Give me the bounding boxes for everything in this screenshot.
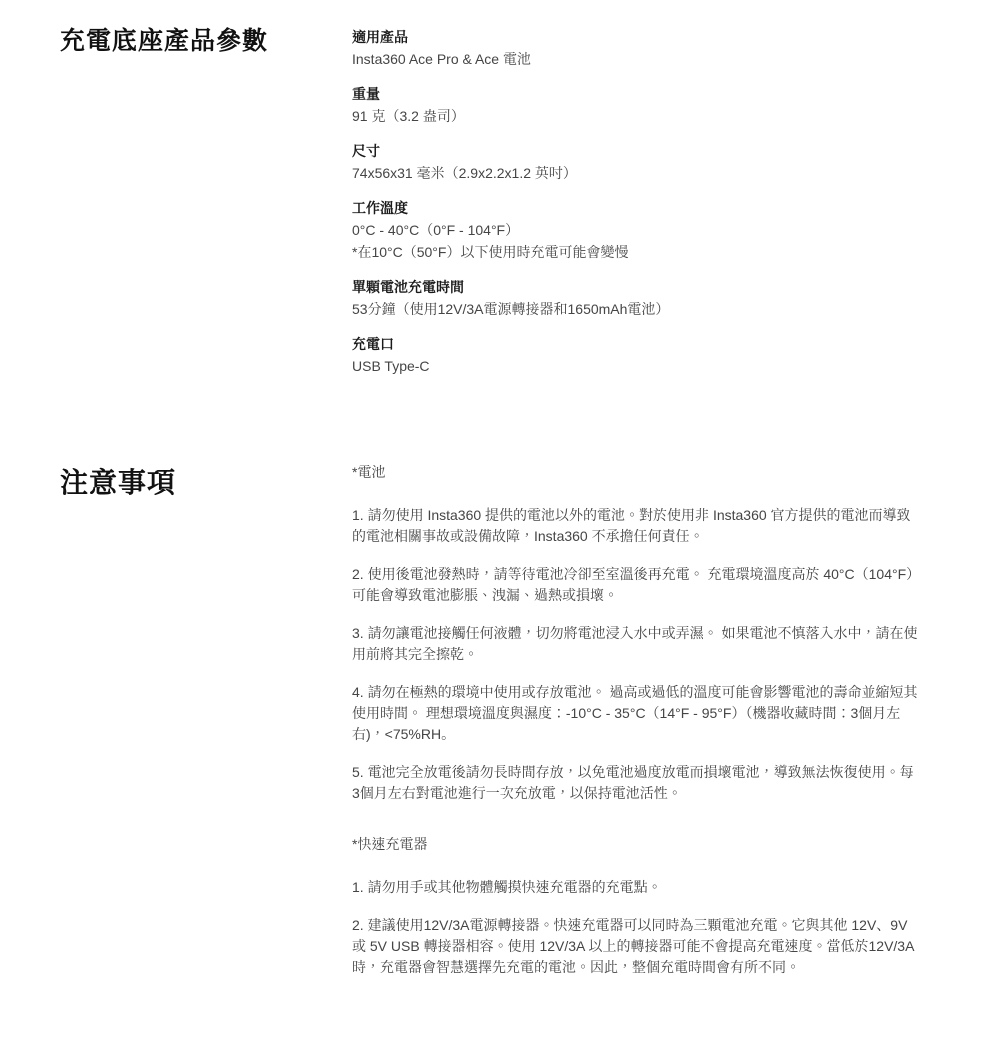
spec-value: 91 克（3.2 盎司）: [352, 108, 465, 124]
section-precautions: [60, 462, 920, 995]
notes-list: [352, 462, 920, 995]
spec-group: [352, 140, 920, 184]
note-item: 2. 使用後電池發熱時，請等待電池冷卻至室溫後再充電。 充電環境溫度高於 40°C（104°F）可能會導致電池膨脹、洩漏、過熱或損壞。: [352, 566, 914, 603]
precautions-title: 注意事項: [60, 467, 177, 498]
note-group-title: *電池: [352, 464, 386, 480]
note-item: 5. 電池完全放電後請勿長時間存放，以免電池過度放電而損壞電池，導致無法恢復使用。每3個月左右對電池進行一次充放電，以保持電池活性。: [352, 764, 914, 801]
spec-group: [352, 276, 920, 320]
note-group: [352, 462, 920, 804]
spec-label: 工作溫度: [352, 200, 408, 216]
section-charging-dock-specs: [60, 26, 920, 390]
spec-label: 尺寸: [352, 143, 380, 159]
spec-label: 適用產品: [352, 29, 408, 45]
spec-label: 單顆電池充電時間: [352, 279, 464, 295]
spec-value: USB Type-C: [352, 358, 430, 374]
spec-group: [352, 333, 920, 377]
spec-footnote: *在10°C（50°F）以下使用時充電可能會變慢: [352, 244, 629, 260]
specs-list: [352, 26, 920, 390]
note-group-title: *快速充電器: [352, 836, 428, 852]
spec-group: [352, 83, 920, 127]
note-item: 2. 建議使用12V/3A電源轉接器。快速充電器可以同時為三顆電池充電。它與其他 12V、9V 或 5V USB 轉接器相容。使用 12V/3A 以上的轉接器可能不會提高充電速度。當低於12V/3A時，充電器會智慧選擇先充電的電池。因此，整個充電時間會有所不同。: [352, 917, 915, 975]
spec-group: [352, 197, 920, 263]
spec-value: 53分鐘（使用12V/3A電源轉接器和1650mAh電池）: [352, 301, 670, 317]
page-title: 充電底座產品參數: [60, 27, 269, 55]
spec-label: 充電口: [352, 336, 394, 352]
note-item: 1. 請勿使用 Insta360 提供的電池以外的電池。對於使用非 Insta360 官方提供的電池而導致的電池相關事故或設備故障，Insta360 不承擔任何責任。: [352, 507, 911, 544]
spec-value: 0°C - 40°C（0°F - 104°F）: [352, 222, 520, 238]
note-group: [352, 834, 920, 978]
spec-value: 74x56x31 毫米（2.9x2.2x1.2 英吋）: [352, 165, 577, 181]
note-item: 3. 請勿讓電池接觸任何液體，切勿將電池浸入水中或弄濕。 如果電池不慎落入水中，請在使用前將其完全擦乾。: [352, 625, 918, 662]
spec-group: [352, 26, 920, 70]
note-item: 4. 請勿在極熱的環境中使用或存放電池。 過高或過低的溫度可能會影響電池的壽命並縮短其使用時間。 理想環境溫度與濕度：-10°C - 35°C（14°F - 95°F）（機器收藏時間：3個月左右)，<75%RH。: [352, 684, 918, 742]
spec-value: Insta360 Ace Pro & Ace 電池: [352, 51, 531, 67]
spec-label: 重量: [352, 86, 380, 102]
note-item: 1. 請勿用手或其他物體觸摸快速充電器的充電點。: [352, 879, 662, 895]
